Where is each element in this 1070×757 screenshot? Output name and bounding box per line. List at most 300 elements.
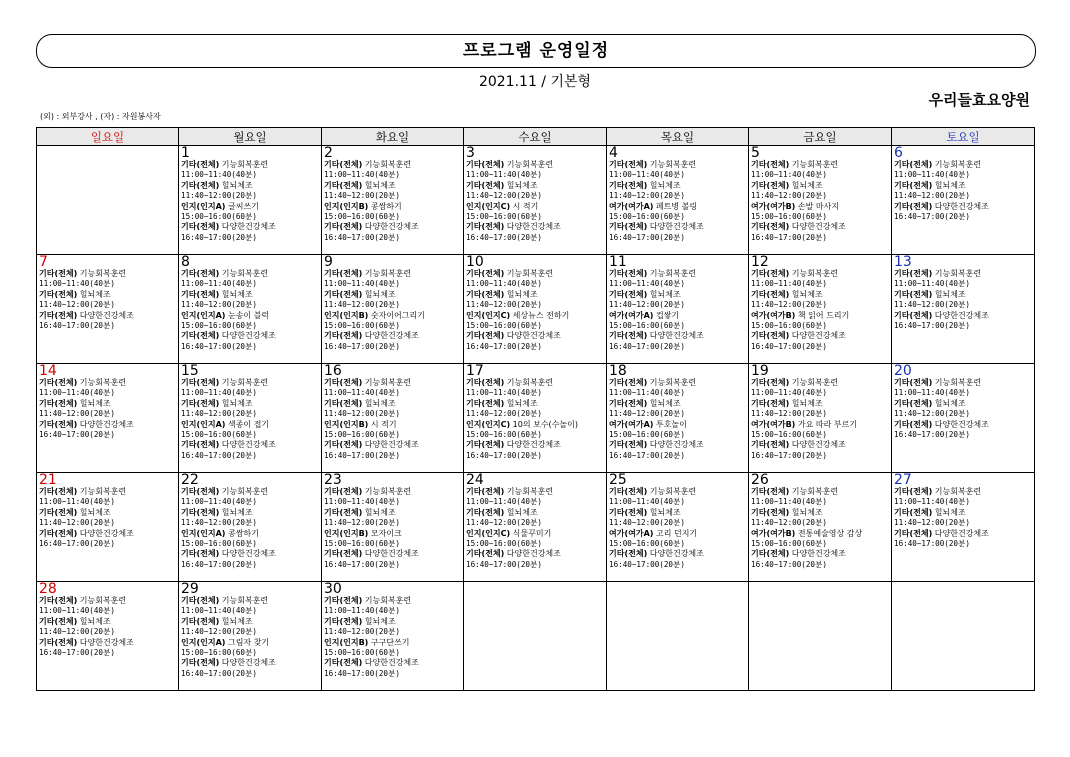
program-name: 힐뇌체조 — [362, 616, 396, 626]
program-item — [324, 290, 463, 311]
weekday-header: 수요일 — [464, 128, 607, 146]
program-item — [324, 378, 463, 399]
day-number: 1 — [181, 145, 190, 161]
day-number: 25 — [609, 472, 627, 488]
program-time: 15:00~16:00(60분) — [181, 539, 257, 549]
program-category: 인지(인지A) — [181, 528, 226, 538]
program-item — [609, 331, 748, 352]
program-time: 11:40~12:00(20분) — [324, 518, 400, 528]
program-item — [609, 202, 748, 223]
program-item — [609, 269, 748, 290]
program-name: 다양한건강체조 — [504, 331, 561, 341]
program-category: 기타(전체) — [894, 160, 933, 169]
week-row — [37, 364, 1035, 473]
program-time: 11:40~12:00(20분) — [39, 409, 115, 419]
day-cell — [322, 473, 464, 582]
program-item — [39, 420, 178, 441]
day-cell — [892, 146, 1035, 255]
program-time: 11:40~12:00(20분) — [466, 518, 542, 528]
program-item — [466, 529, 606, 550]
page-title: 프로그램 운영일정 — [36, 34, 1036, 68]
program-time: 11:40~12:00(20분) — [751, 191, 827, 201]
program-time: 16:40~17:00(20분) — [181, 341, 257, 351]
program-item — [466, 202, 606, 223]
program-name: 기능회복훈련 — [504, 160, 554, 169]
day-cell — [464, 473, 607, 582]
program-category: 기타(전체) — [466, 378, 505, 387]
weekday-header: 화요일 — [322, 128, 464, 146]
program-time: 16:40~17:00(20분) — [609, 450, 685, 460]
program-category: 기타(전체) — [324, 289, 363, 299]
program-time: 11:40~12:00(20분) — [751, 409, 827, 419]
program-name: 눈송이 블럭 — [225, 310, 270, 320]
program-category: 기타(전체) — [324, 507, 363, 517]
weekday-header: 토요일 — [892, 128, 1035, 146]
program-name: 기능회복훈련 — [647, 269, 697, 278]
program-item — [609, 160, 748, 181]
day-cell — [37, 582, 179, 691]
program-category: 기타(전체) — [751, 289, 790, 299]
program-category: 기타(전체) — [751, 440, 790, 450]
program-category: 기타(전체) — [39, 528, 78, 538]
program-category: 기타(전체) — [894, 180, 933, 190]
program-item — [609, 222, 748, 243]
program-time: 15:00~16:00(60분) — [181, 648, 257, 658]
program-time: 11:00~11:40(40분) — [894, 170, 970, 180]
program-time: 15:00~16:00(60분) — [181, 212, 257, 222]
program-category: 기타(전체) — [609, 487, 648, 496]
program-time: 15:00~16:00(60분) — [751, 212, 827, 222]
program-item — [39, 487, 178, 508]
program-item — [894, 290, 1034, 311]
program-time: 16:40~17:00(20분) — [181, 559, 257, 569]
day-cell — [179, 255, 322, 364]
program-item — [751, 529, 891, 550]
program-category: 기타(전체) — [751, 160, 790, 169]
program-name: 기능회복훈련 — [789, 160, 839, 169]
program-item — [39, 378, 178, 399]
program-category: 기타(전체) — [324, 331, 363, 341]
program-category: 여가(여가A) — [609, 419, 654, 429]
program-category: 기타(전체) — [324, 180, 363, 190]
program-time: 16:40~17:00(20분) — [609, 559, 685, 569]
program-name: 콩쌈하기 — [225, 528, 259, 538]
program-item — [39, 617, 178, 638]
empty-day-cell — [749, 582, 892, 691]
day-number: 3 — [466, 145, 475, 161]
program-item — [894, 269, 1034, 290]
program-item — [324, 617, 463, 638]
program-item — [894, 529, 1034, 550]
program-time: 11:40~12:00(20분) — [609, 300, 685, 310]
program-item — [181, 617, 321, 638]
program-time: 11:40~12:00(20분) — [39, 300, 115, 310]
program-item — [894, 420, 1034, 441]
week-row — [37, 146, 1035, 255]
program-category: 기타(전체) — [39, 398, 78, 408]
day-number: 24 — [466, 472, 484, 488]
day-number: 30 — [324, 581, 342, 597]
program-name: 페트병 볼링 — [653, 201, 698, 211]
program-time: 11:00~11:40(40분) — [466, 279, 542, 289]
day-number: 16 — [324, 363, 342, 379]
program-category: 기타(전체) — [324, 378, 363, 387]
program-time: 11:40~12:00(20분) — [324, 300, 400, 310]
program-item — [324, 508, 463, 529]
program-item — [751, 440, 891, 461]
program-item — [466, 181, 606, 202]
day-number: 5 — [751, 145, 760, 161]
program-category: 기타(전체) — [466, 331, 505, 341]
program-time: 11:00~11:40(40분) — [181, 388, 257, 398]
program-name: 기능회복훈련 — [219, 378, 269, 387]
program-item — [466, 269, 606, 290]
empty-day-cell — [892, 582, 1035, 691]
program-time: 11:00~11:40(40분) — [609, 279, 685, 289]
program-time: 11:00~11:40(40분) — [324, 170, 400, 180]
program-name: 기능회복훈련 — [647, 378, 697, 387]
program-time: 15:00~16:00(60분) — [466, 539, 542, 549]
program-name: 다양한건강체조 — [362, 440, 419, 450]
program-category: 기타(전체) — [181, 269, 220, 278]
program-time: 11:40~12:00(20분) — [466, 300, 542, 310]
day-number: 15 — [181, 363, 199, 379]
program-name: 힐뇌체조 — [77, 616, 111, 626]
day-cell — [464, 364, 607, 473]
program-item — [324, 331, 463, 352]
program-item — [181, 378, 321, 399]
day-cell — [179, 473, 322, 582]
program-category: 기타(전체) — [751, 331, 790, 341]
program-time: 11:00~11:40(40분) — [181, 497, 257, 507]
program-item — [894, 160, 1034, 181]
weekday-header: 월요일 — [179, 128, 322, 146]
program-category: 기타(전체) — [609, 398, 648, 408]
program-time: 11:00~11:40(40분) — [894, 388, 970, 398]
program-time: 11:40~12:00(20분) — [181, 191, 257, 201]
program-time: 15:00~16:00(60분) — [324, 539, 400, 549]
program-time: 11:40~12:00(20분) — [609, 191, 685, 201]
program-name: 힐뇌체조 — [932, 507, 966, 517]
day-cell — [607, 473, 749, 582]
program-name: 10의 보수(수놀이) — [510, 419, 578, 429]
program-item — [324, 160, 463, 181]
program-category: 인지(인지B) — [324, 528, 369, 538]
program-time: 11:40~12:00(20분) — [181, 300, 257, 310]
program-time: 16:40~17:00(20분) — [894, 212, 970, 222]
program-name: 힐뇌체조 — [77, 507, 111, 517]
program-time: 11:00~11:40(40분) — [751, 279, 827, 289]
day-number: 20 — [894, 363, 912, 379]
program-time: 16:40~17:00(20분) — [181, 668, 257, 678]
program-name: 다양한건강체조 — [362, 658, 419, 668]
program-item — [894, 399, 1034, 420]
weekday-header-row — [37, 128, 1035, 146]
day-number: 21 — [39, 472, 57, 488]
program-time: 11:00~11:40(40분) — [894, 497, 970, 507]
day-number: 18 — [609, 363, 627, 379]
program-name: 기능회복훈련 — [647, 160, 697, 169]
day-number: 2 — [324, 145, 333, 161]
program-time: 11:40~12:00(20분) — [894, 191, 970, 201]
program-category: 기타(전체) — [181, 549, 220, 559]
program-name: 다양한건강체조 — [219, 440, 276, 450]
day-cell — [607, 364, 749, 473]
program-name: 다양한건강체조 — [219, 331, 276, 341]
calendar-table — [36, 127, 1035, 691]
program-category: 기타(전체) — [324, 616, 363, 626]
program-name: 모자이크 — [368, 528, 402, 538]
day-cell — [37, 364, 179, 473]
program-time: 16:40~17:00(20분) — [324, 559, 400, 569]
day-number: 4 — [609, 145, 618, 161]
program-category: 기타(전체) — [751, 549, 790, 559]
program-name: 힐뇌체조 — [219, 289, 253, 299]
day-cell — [749, 146, 892, 255]
day-number: 28 — [39, 581, 57, 597]
program-time: 15:00~16:00(60분) — [609, 430, 685, 440]
program-category: 기타(전체) — [466, 549, 505, 559]
program-time: 15:00~16:00(60분) — [181, 430, 257, 440]
program-item — [324, 222, 463, 243]
program-category: 기타(전체) — [609, 269, 648, 278]
day-cell — [749, 473, 892, 582]
program-time: 16:40~17:00(20분) — [609, 341, 685, 351]
program-item — [466, 160, 606, 181]
program-item — [751, 222, 891, 243]
program-item — [324, 529, 463, 550]
program-name: 기능회복훈련 — [219, 160, 269, 169]
program-name: 구구단쓰기 — [368, 637, 410, 647]
program-item — [609, 529, 748, 550]
program-item — [39, 596, 178, 617]
program-name: 시 적기 — [368, 419, 397, 429]
program-time: 16:40~17:00(20분) — [466, 450, 542, 460]
program-time: 16:40~17:00(20분) — [751, 232, 827, 242]
day-number: 19 — [751, 363, 769, 379]
program-time: 16:40~17:00(20분) — [466, 341, 542, 351]
program-name: 기능회복훈련 — [362, 487, 412, 496]
program-time: 11:40~12:00(20분) — [324, 191, 400, 201]
day-number: 27 — [894, 472, 912, 488]
program-name: 글씨쓰기 — [225, 201, 259, 211]
program-time: 11:00~11:40(40분) — [466, 388, 542, 398]
program-category: 기타(전체) — [324, 160, 363, 169]
program-time: 16:40~17:00(20분) — [181, 450, 257, 460]
program-category: 기타(전체) — [894, 398, 933, 408]
program-name: 다양한건강체조 — [77, 310, 134, 320]
program-category: 기타(전체) — [324, 487, 363, 496]
program-category: 기타(전체) — [894, 528, 933, 538]
program-category: 기타(전체) — [466, 180, 505, 190]
program-category: 기타(전체) — [466, 398, 505, 408]
program-name: 다양한건강체조 — [362, 222, 419, 232]
program-time: 16:40~17:00(20분) — [751, 559, 827, 569]
program-category: 기타(전체) — [466, 222, 505, 232]
program-time: 11:40~12:00(20분) — [39, 627, 115, 637]
day-number: 6 — [894, 145, 903, 161]
program-item — [39, 399, 178, 420]
program-name: 힐뇌체조 — [77, 398, 111, 408]
program-item — [181, 596, 321, 617]
program-name: 다양한건강체조 — [77, 637, 134, 647]
program-time: 16:40~17:00(20분) — [894, 321, 970, 331]
program-name: 힐뇌체조 — [362, 507, 396, 517]
program-time: 11:40~12:00(20분) — [894, 300, 970, 310]
program-name: 기능회복훈련 — [504, 487, 554, 496]
weekday-header: 목요일 — [607, 128, 749, 146]
program-category: 기타(전체) — [751, 507, 790, 517]
program-item — [751, 331, 891, 352]
program-name: 힐뇌체조 — [219, 616, 253, 626]
day-cell — [179, 364, 322, 473]
program-time: 11:00~11:40(40분) — [324, 279, 400, 289]
program-category: 기타(전체) — [181, 658, 220, 668]
program-category: 인지(인지C) — [466, 419, 511, 429]
program-category: 인지(인지A) — [181, 419, 226, 429]
program-name: 다양한건강체조 — [932, 201, 989, 211]
program-item — [181, 331, 321, 352]
program-category: 여가(여가B) — [751, 528, 796, 538]
program-item — [466, 311, 606, 332]
program-item — [181, 311, 321, 332]
program-time: 11:40~12:00(20분) — [324, 627, 400, 637]
program-item — [181, 658, 321, 679]
program-item — [609, 487, 748, 508]
program-name: 기능회복훈련 — [789, 487, 839, 496]
program-category: 기타(전체) — [894, 487, 933, 496]
program-item — [466, 399, 606, 420]
program-category: 기타(전체) — [181, 616, 220, 626]
program-category: 기타(전체) — [324, 658, 363, 668]
day-cell — [464, 146, 607, 255]
program-time: 16:40~17:00(20분) — [751, 450, 827, 460]
program-name: 컵쌓기 — [653, 310, 680, 320]
program-time: 16:40~17:00(20분) — [466, 232, 542, 242]
program-name: 다양한건강체조 — [504, 222, 561, 232]
program-category: 기타(전체) — [324, 549, 363, 559]
program-name: 다양한건강체조 — [647, 331, 704, 341]
program-name: 다양한건강체조 — [932, 528, 989, 538]
program-item — [751, 269, 891, 290]
program-item — [609, 549, 748, 570]
program-category: 기타(전체) — [39, 378, 78, 387]
program-item — [609, 440, 748, 461]
day-cell — [322, 255, 464, 364]
program-item — [466, 420, 606, 441]
program-time: 11:00~11:40(40분) — [324, 388, 400, 398]
program-time: 16:40~17:00(20분) — [466, 559, 542, 569]
program-name: 세상뉴스 전하기 — [510, 310, 570, 320]
program-item — [181, 638, 321, 659]
program-item — [609, 181, 748, 202]
program-item — [466, 331, 606, 352]
program-name: 기능회복훈련 — [77, 487, 127, 496]
program-time: 11:00~11:40(40분) — [324, 606, 400, 616]
weekday-header: 일요일 — [37, 128, 179, 146]
program-category: 기타(전체) — [751, 378, 790, 387]
program-time: 11:00~11:40(40분) — [751, 497, 827, 507]
program-item — [894, 311, 1034, 332]
program-time: 15:00~16:00(60분) — [466, 430, 542, 440]
program-name: 가요 따라 부르기 — [795, 419, 858, 429]
program-name: 힐뇌체조 — [219, 398, 253, 408]
program-category: 기타(전체) — [609, 507, 648, 517]
day-cell — [749, 364, 892, 473]
program-item — [181, 440, 321, 461]
program-item — [894, 487, 1034, 508]
program-category: 기타(전체) — [39, 637, 78, 647]
program-name: 기능회복훈련 — [932, 269, 982, 278]
program-category: 기타(전체) — [39, 596, 78, 605]
program-name: 힐뇌체조 — [77, 289, 111, 299]
program-category: 기타(전체) — [466, 269, 505, 278]
program-time: 15:00~16:00(60분) — [751, 321, 827, 331]
program-category: 기타(전체) — [466, 507, 505, 517]
program-time: 11:00~11:40(40분) — [609, 497, 685, 507]
program-category: 인지(인지C) — [466, 201, 511, 211]
program-name: 힐뇌체조 — [647, 289, 681, 299]
program-time: 11:40~12:00(20분) — [466, 191, 542, 201]
program-category: 기타(전체) — [751, 180, 790, 190]
program-item — [466, 487, 606, 508]
day-number: 8 — [181, 254, 190, 270]
program-category: 인지(인지B) — [324, 419, 369, 429]
program-time: 16:40~17:00(20분) — [894, 539, 970, 549]
program-name: 힐뇌체조 — [219, 507, 253, 517]
program-time: 11:40~12:00(20분) — [324, 409, 400, 419]
program-category: 기타(전체) — [39, 419, 78, 429]
program-category: 기타(전체) — [609, 331, 648, 341]
day-cell — [322, 146, 464, 255]
program-name: 콩쌈하기 — [368, 201, 402, 211]
program-time: 16:40~17:00(20분) — [39, 648, 115, 658]
program-item — [751, 378, 891, 399]
program-item — [894, 378, 1034, 399]
program-time: 11:40~12:00(20분) — [751, 300, 827, 310]
program-name: 기능회복훈련 — [77, 596, 127, 605]
program-category: 기타(전체) — [894, 507, 933, 517]
program-name: 기능회복훈련 — [362, 160, 412, 169]
program-name: 힐뇌체조 — [362, 289, 396, 299]
program-category: 기타(전체) — [39, 616, 78, 626]
program-time: 11:40~12:00(20분) — [751, 518, 827, 528]
program-time: 11:00~11:40(40분) — [39, 279, 115, 289]
day-number: 10 — [466, 254, 484, 270]
program-name: 힐뇌체조 — [789, 180, 823, 190]
program-name: 다양한건강체조 — [77, 419, 134, 429]
program-name: 기능회복훈련 — [789, 269, 839, 278]
program-name: 손발 마사지 — [795, 201, 840, 211]
program-name: 기능회복훈련 — [932, 160, 982, 169]
program-name: 다양한건강체조 — [219, 222, 276, 232]
program-name: 힐뇌체조 — [789, 289, 823, 299]
program-time: 11:00~11:40(40분) — [466, 170, 542, 180]
program-category: 기타(전체) — [181, 289, 220, 299]
program-item — [324, 658, 463, 679]
program-name: 다양한건강체조 — [789, 549, 846, 559]
program-item — [181, 529, 321, 550]
program-name: 다양한건강체조 — [219, 549, 276, 559]
program-time: 11:40~12:00(20분) — [466, 409, 542, 419]
program-time: 11:40~12:00(20분) — [181, 409, 257, 419]
program-item — [324, 181, 463, 202]
program-category: 인지(인지C) — [466, 310, 511, 320]
program-item — [894, 508, 1034, 529]
program-category: 여가(여가B) — [751, 310, 796, 320]
day-cell — [179, 146, 322, 255]
program-time: 11:00~11:40(40분) — [181, 279, 257, 289]
